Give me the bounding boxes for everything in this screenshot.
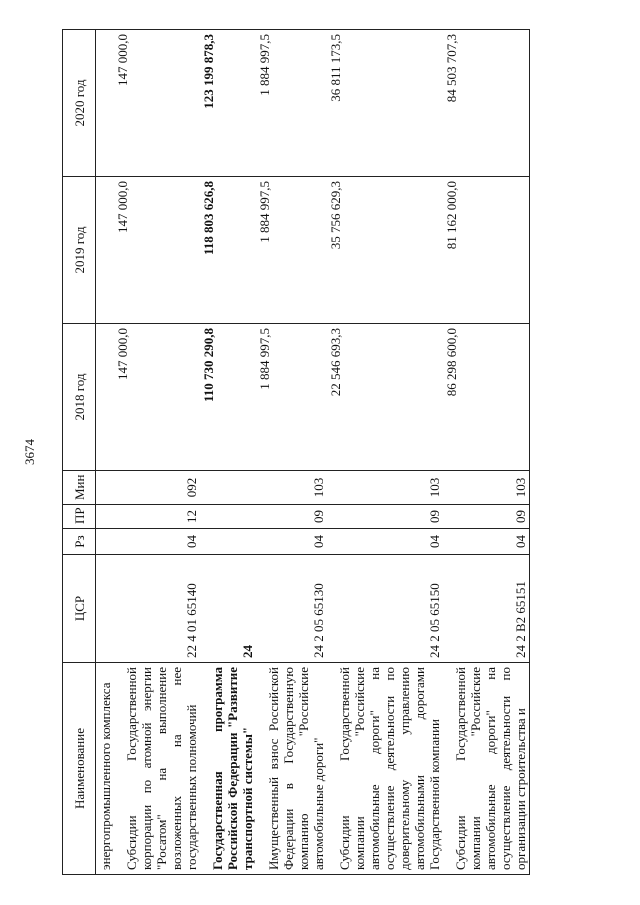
row-csr: 22 4 01 65140 <box>114 555 200 663</box>
row-2020: 84 503 707,3 <box>443 30 530 177</box>
header-rz: Рз <box>63 529 96 555</box>
row-2018: 22 546 693,3 <box>327 324 443 471</box>
header-name: Наименование <box>63 663 96 875</box>
row-pr: 09 <box>256 505 327 529</box>
header-2020: 2020 год <box>63 30 96 177</box>
header-pr: ПР <box>63 505 96 529</box>
row-2019: 81 162 000,0 <box>443 177 530 324</box>
row-name: Государственная программа Российской Федерации "Развитие транспортной системы" <box>200 663 256 875</box>
table-header <box>63 30 96 875</box>
row-2019: 118 803 626,8 <box>200 177 256 324</box>
row-name: Имущественный взнос Российской Федерации в Государственную компанию "Российские автомобильные дороги" <box>256 663 327 875</box>
row-2020 <box>96 30 115 177</box>
row-rz: 04 <box>114 529 200 555</box>
row-2020: 147 000,0 <box>114 30 200 177</box>
budget-table <box>62 29 530 875</box>
row-2018: 1 884 997,5 <box>256 324 327 471</box>
row-2018: 147 000,0 <box>114 324 200 471</box>
table-row <box>114 30 200 875</box>
rotated-table-container <box>62 30 592 875</box>
row-csr: 24 <box>200 555 256 663</box>
row-csr: 24 2 В2 65151 <box>443 555 530 663</box>
header-2019: 2019 год <box>63 177 96 324</box>
row-2019: 35 756 629,3 <box>327 177 443 324</box>
table-body <box>96 30 530 875</box>
row-2020: 1 884 997,5 <box>256 30 327 177</box>
row-csr <box>96 555 115 663</box>
page-number: 3674 <box>22 439 37 465</box>
table-row <box>327 30 443 875</box>
row-2019: 1 884 997,5 <box>256 177 327 324</box>
row-min: 092 <box>114 471 200 505</box>
row-2018: 110 730 290,8 <box>200 324 256 471</box>
row-rz: 04 <box>256 529 327 555</box>
row-csr: 24 2 05 65150 <box>327 555 443 663</box>
table-row <box>200 30 256 875</box>
row-pr <box>96 505 115 529</box>
row-2019: 147 000,0 <box>114 177 200 324</box>
row-pr: 09 <box>443 505 530 529</box>
row-2018 <box>96 324 115 471</box>
row-pr: 09 <box>327 505 443 529</box>
row-name: Субсидии Государственной компании "Российские автомобильные дороги" на осуществление деятельности по организации строительства и <box>443 663 530 875</box>
header-2018: 2018 год <box>63 324 96 471</box>
table-row <box>96 30 115 875</box>
row-pr: 12 <box>114 505 200 529</box>
row-csr: 24 2 05 65130 <box>256 555 327 663</box>
table-row <box>443 30 530 875</box>
row-rz <box>96 529 115 555</box>
row-name: энергопромышленного комплекса <box>96 663 115 875</box>
row-2020: 123 199 878,3 <box>200 30 256 177</box>
row-min: 103 <box>256 471 327 505</box>
row-2020: 36 811 173,5 <box>327 30 443 177</box>
header-min: Мин <box>63 471 96 505</box>
row-name: Субсидии Государственной компании "Российские автомобильные дороги" на осуществление деятельности по доверительному управлению автомобильными дорогами Государственной компании <box>327 663 443 875</box>
row-min <box>96 471 115 505</box>
table-row <box>256 30 327 875</box>
header-csr: ЦСР <box>63 555 96 663</box>
row-min: 103 <box>443 471 530 505</box>
row-min: 103 <box>327 471 443 505</box>
row-min <box>200 471 256 505</box>
header-row <box>63 30 96 875</box>
row-pr <box>200 505 256 529</box>
row-rz: 04 <box>327 529 443 555</box>
row-name: Субсидии Государственной корпорации по атомной энергии "Росатом" на выполнение возложенных на нее государственных полномочий <box>114 663 200 875</box>
row-rz <box>200 529 256 555</box>
row-2018: 86 298 600,0 <box>443 324 530 471</box>
row-rz: 04 <box>443 529 530 555</box>
row-2019 <box>96 177 115 324</box>
